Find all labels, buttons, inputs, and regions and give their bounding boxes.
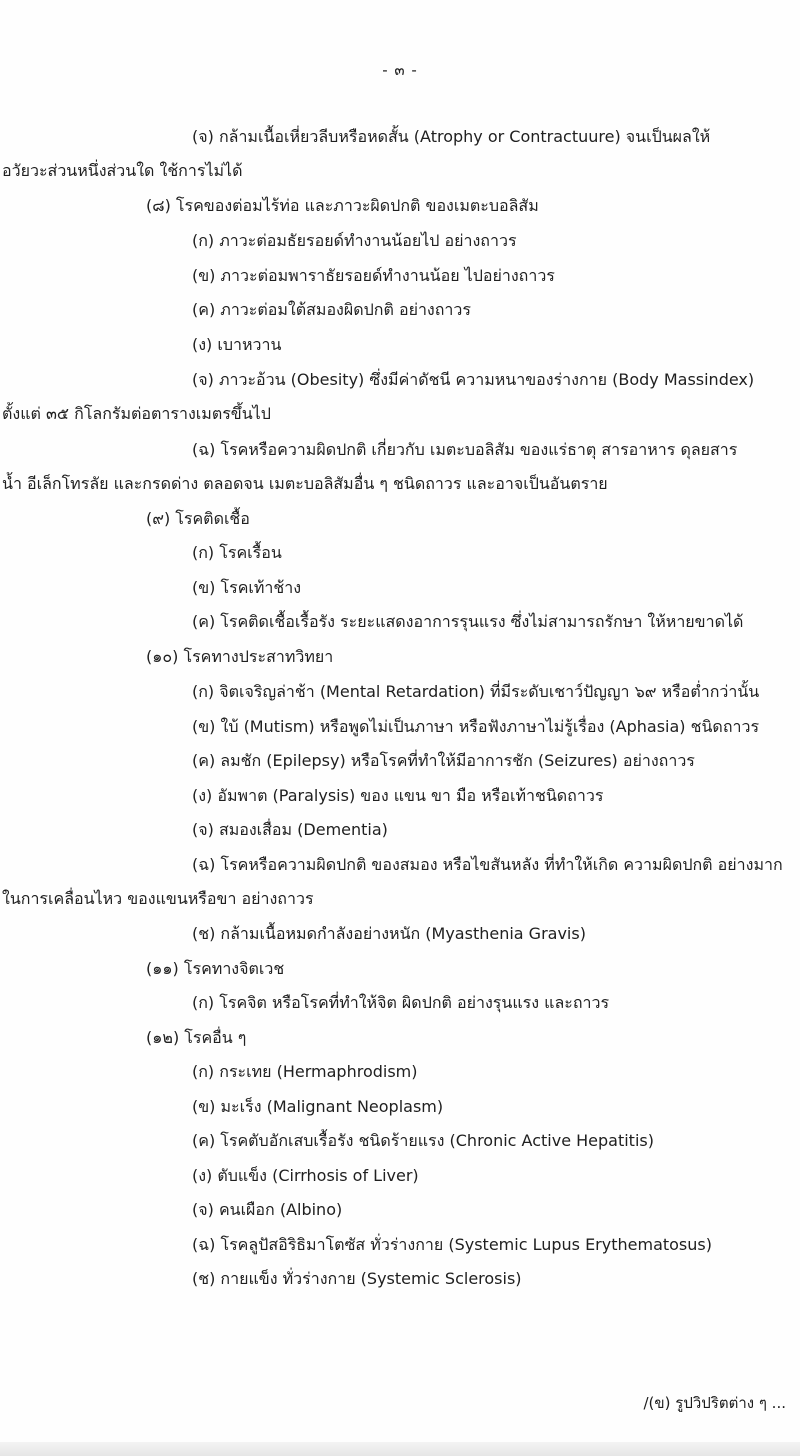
list-item: (ก) กระเทย (Hermaphrodism) [192,1062,418,1081]
text-line: อวัยวะส่วนหนึ่งส่วนใด ใช้การไม่ได้ [2,161,243,180]
section-heading: (๙) โรคติดเชื้อ [146,509,250,528]
list-item: (ข) มะเร็ง (Malignant Neoplasm) [192,1097,444,1116]
list-item: (ค) โรคติดเชื้อเรื้อรัง ระยะแสดงอาการรุนแรง ซึ่งไม่สามารถรักษา ให้หายขาดได้ [192,612,744,631]
list-item: (ช) กล้ามเนื้อหมดกำลังอย่างหนัก (Myasthenia Gravis) [192,924,586,943]
section-heading: (๑๐) โรคทางประสาทวิทยา [146,647,334,666]
list-item: (ฉ) โรคลูปัสอิริธิมาโตซัส ทั่วร่างกาย (Systemic Lupus Erythematosus) [192,1235,712,1254]
text-line: น้ำ อีเล็กโทรลัย และกรดด่าง ตลอดจน เมตะบอลิสัมอื่น ๆ ชนิดถาวร และอาจเป็นอันตราย [2,474,608,493]
page-number: - ๓ - [382,61,418,79]
text-line: ในการเคลื่อนไหว ของแขนหรือขา อย่างถาวร [2,889,314,908]
section-heading: (๑๒) โรคอื่น ๆ [146,1028,247,1047]
list-item: (จ) คนเผือก (Albino) [192,1200,343,1219]
list-item: (ง) อัมพาต (Paralysis) ของ แขน ขา มือ หรือเท้าชนิดถาวร [192,786,604,805]
section-heading: (๑๑) โรคทางจิตเวช [146,959,285,978]
list-item: (ช) กายแข็ง ทั่วร่างกาย (Systemic Sclerosis) [192,1269,522,1288]
continuation-note: /(ข) รูปวิปริตต่าง ๆ ... [643,1394,786,1412]
list-item: (จ) สมองเสื่อม (Dementia) [192,820,388,839]
text-line: (จ) กล้ามเนื้อเหี่ยวลีบหรือหดสั้น (Atrophy or Contractuure) จนเป็นผลให้ [192,127,711,146]
list-item: (ค) ลมชัก (Epilepsy) หรือโรคที่ทำให้มีอาการชัก (Seizures) อย่างถาวร [192,751,695,770]
list-item: (จ) ภาวะอ้วน (Obesity) ซึ่งมีค่าดัชนี ความหนาของร่างกาย (Body Massindex) [192,370,755,389]
list-item: (ก) จิตเจริญล่าช้า (Mental Retardation) ที่มีระดับเชาว์ปัญญา ๖๙ หรือต่ำกว่านั้น [192,682,760,701]
text-line: ตั้งแต่ ๓๕ กิโลกรัมต่อตารางเมตรขึ้นไป [2,404,271,423]
list-item: (ก) ภาวะต่อมธัยรอยด์ทำงานน้อยไป อย่างถาวร [192,231,517,250]
list-item: (ข) ใบ้ (Mutism) หรือพูดไม่เป็นภาษา หรือฟังภาษาไม่รู้เรื่อง (Aphasia) ชนิดถาวร [192,717,760,736]
list-item: (ง) ตับแข็ง (Cirrhosis of Liver) [192,1166,419,1185]
list-item: (ฉ) โรคหรือความผิดปกติ เกี่ยวกับ เมตะบอลิสัม ของแร่ธาตุ สารอาหาร ดุลยสาร [192,440,738,459]
list-item: (ก) โรคเรื้อน [192,543,282,562]
section-heading: (๘) โรคของต่อมไร้ท่อ และภาวะผิดปกติ ของเมตะบอลิสัม [146,196,539,215]
list-item: (ข) ภาวะต่อมพาราธัยรอยด์ทำงานน้อย ไปอย่างถาวร [192,266,555,285]
list-item: (ฉ) โรคหรือความผิดปกติ ของสมอง หรือไขสันหลัง ที่ทำให้เกิด ความผิดปกติ อย่างมาก [192,855,783,874]
list-item: (ค) ภาวะต่อมใต้สมองผิดปกติ อย่างถาวร [192,300,471,319]
list-item: (ค) โรคตับอักเสบเรื้อรัง ชนิดร้ายแรง (Chronic Active Hepatitis) [192,1131,654,1150]
list-item: (ก) โรคจิต หรือโรคที่ทำให้จิต ผิดปกติ อย่างรุนแรง และถาวร [192,993,610,1012]
list-item: (ข) โรคเท้าช้าง [192,578,302,597]
scan-edge [0,1442,800,1456]
list-item: (ง) เบาหวาน [192,335,282,354]
